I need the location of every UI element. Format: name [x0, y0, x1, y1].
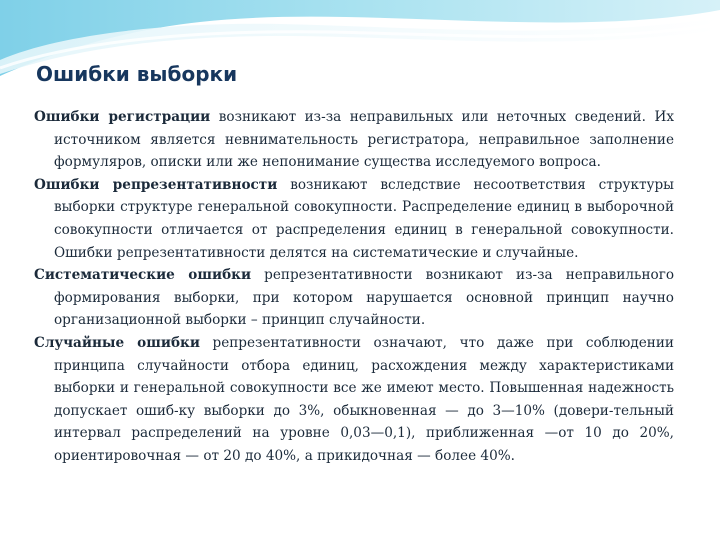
paragraph-representativeness-errors — [34, 174, 674, 264]
term-representativeness-errors: Ошибки репрезентативности — [34, 176, 278, 193]
slide-body — [34, 106, 674, 468]
slide-title: Ошибки выборки — [36, 62, 238, 86]
text-systematic-errors: репрезентативности возникают из-за неправильного формирования выборки, при котором нарушается основной принцип научно организационной выборки – принцип случайности. — [54, 267, 674, 329]
text-random-errors: репрезентативности означают, что даже при соблюдении принципа случайности отбора единиц, расхождения между характеристиками выборки и генеральной совокупности все же имеют место. Повышенная надежность допускает ошиб-ку выборки до 3%, обыкновенная — до 3—10% (довери-тельный интервал распределений на уровне 0,03—0,1), приближенная —от 10 до 20%, ориентировочная — от 20 до 40%, а прикидочная — более 40%. — [54, 334, 674, 464]
text-registration-errors: возникают из-за неправильных или неточных сведений. Их источником является невнимательность регистратора, неправильное заполнение формуляров, описки или же непонимание существа исследуемого вопроса. — [54, 109, 674, 171]
paragraph-random-errors — [34, 332, 674, 468]
paragraph-registration-errors — [34, 106, 674, 174]
term-registration-errors: Ошибки регистрации — [34, 109, 211, 125]
paragraph-systematic-errors — [34, 264, 674, 332]
term-systematic-errors: Систематические ошибки — [34, 267, 252, 284]
text-representativeness-errors: возникают вследствие несоответствия структуры выборки структуре генеральной совокупности. Распределение единиц в выборочной совокупности отличается от распределения единиц в генеральной совокупности. Ошибки репрезентативности делятся на систематические и случайные. — [54, 176, 674, 261]
term-random-errors: Случайные ошибки — [34, 334, 200, 351]
